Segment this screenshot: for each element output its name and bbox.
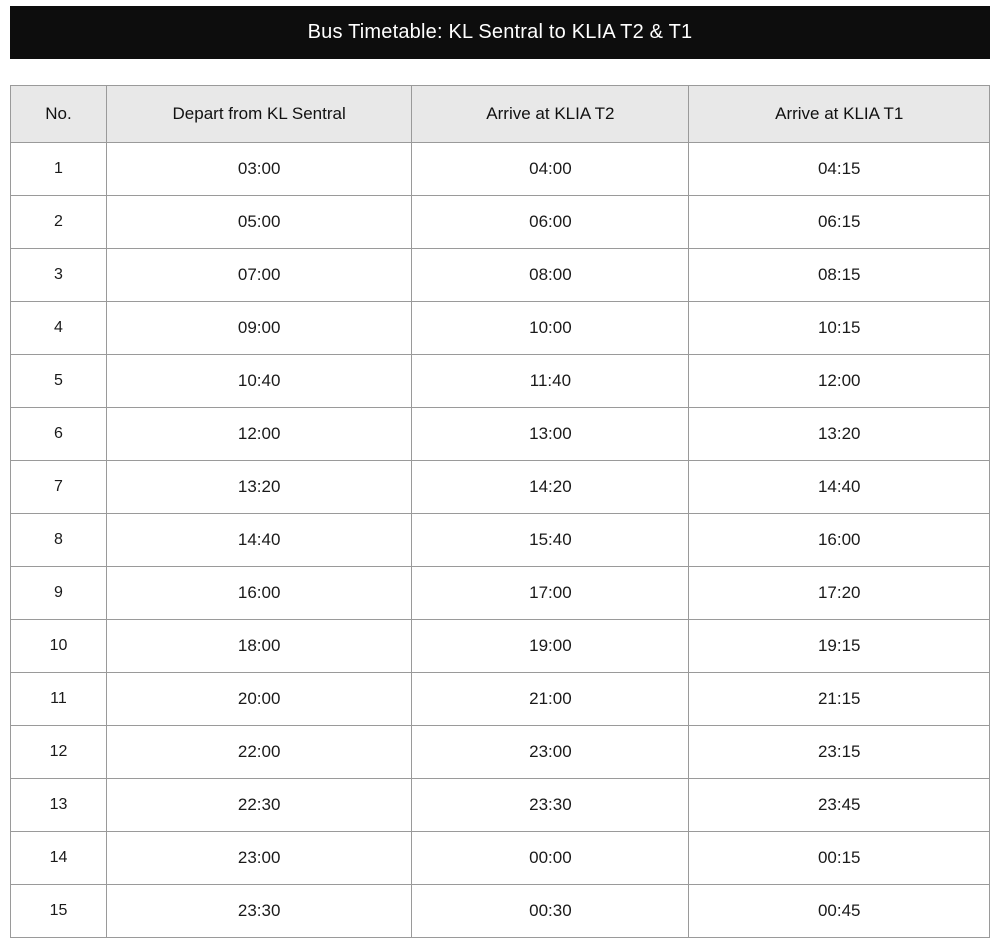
cell-arrive-t1: 06:15 — [689, 196, 990, 249]
cell-arrive-t2: 23:30 — [412, 779, 689, 832]
cell-arrive-t2: 15:40 — [412, 514, 689, 567]
cell-no: 3 — [11, 249, 107, 302]
cell-arrive-t1: 00:45 — [689, 885, 990, 938]
cell-depart: 12:00 — [106, 408, 411, 461]
cell-no: 6 — [11, 408, 107, 461]
cell-depart: 09:00 — [106, 302, 411, 355]
table-header-row — [11, 86, 990, 143]
cell-arrive-t1: 19:15 — [689, 620, 990, 673]
table-row — [11, 355, 990, 408]
table-row — [11, 514, 990, 567]
cell-arrive-t2: 00:00 — [412, 832, 689, 885]
cell-arrive-t1: 21:15 — [689, 673, 990, 726]
cell-depart: 23:00 — [106, 832, 411, 885]
cell-arrive-t1: 08:15 — [689, 249, 990, 302]
cell-arrive-t1: 14:40 — [689, 461, 990, 514]
cell-arrive-t1: 13:20 — [689, 408, 990, 461]
cell-no: 12 — [11, 726, 107, 779]
table-row — [11, 461, 990, 514]
cell-arrive-t2: 19:00 — [412, 620, 689, 673]
table-row — [11, 779, 990, 832]
table-row — [11, 196, 990, 249]
table-row — [11, 143, 990, 196]
cell-no: 4 — [11, 302, 107, 355]
table-body — [11, 143, 990, 938]
table-row — [11, 726, 990, 779]
cell-arrive-t2: 11:40 — [412, 355, 689, 408]
cell-depart: 05:00 — [106, 196, 411, 249]
cell-depart: 16:00 — [106, 567, 411, 620]
cell-arrive-t2: 14:20 — [412, 461, 689, 514]
cell-arrive-t2: 00:30 — [412, 885, 689, 938]
column-header-no: No. — [11, 86, 107, 143]
cell-no: 2 — [11, 196, 107, 249]
cell-arrive-t1: 00:15 — [689, 832, 990, 885]
cell-arrive-t2: 06:00 — [412, 196, 689, 249]
cell-arrive-t1: 16:00 — [689, 514, 990, 567]
table-row — [11, 620, 990, 673]
cell-no: 10 — [11, 620, 107, 673]
table-row — [11, 673, 990, 726]
table-row — [11, 302, 990, 355]
cell-arrive-t2: 08:00 — [412, 249, 689, 302]
cell-depart: 10:40 — [106, 355, 411, 408]
cell-depart: 14:40 — [106, 514, 411, 567]
cell-depart: 20:00 — [106, 673, 411, 726]
cell-depart: 23:30 — [106, 885, 411, 938]
cell-no: 8 — [11, 514, 107, 567]
table-row — [11, 885, 990, 938]
cell-arrive-t2: 21:00 — [412, 673, 689, 726]
cell-arrive-t1: 23:15 — [689, 726, 990, 779]
column-header-arrive-klia-t1: Arrive at KLIA T1 — [689, 86, 990, 143]
column-header-depart-kl-sentral: Depart from KL Sentral — [106, 86, 411, 143]
cell-arrive-t1: 04:15 — [689, 143, 990, 196]
cell-depart: 13:20 — [106, 461, 411, 514]
cell-arrive-t2: 17:00 — [412, 567, 689, 620]
table-header — [11, 86, 990, 143]
bus-timetable — [10, 85, 990, 938]
cell-depart: 07:00 — [106, 249, 411, 302]
cell-arrive-t2: 13:00 — [412, 408, 689, 461]
cell-no: 5 — [11, 355, 107, 408]
cell-arrive-t2: 10:00 — [412, 302, 689, 355]
cell-arrive-t2: 23:00 — [412, 726, 689, 779]
cell-no: 13 — [11, 779, 107, 832]
cell-arrive-t1: 17:20 — [689, 567, 990, 620]
cell-no: 14 — [11, 832, 107, 885]
cell-arrive-t1: 10:15 — [689, 302, 990, 355]
cell-no: 11 — [11, 673, 107, 726]
column-header-arrive-klia-t2: Arrive at KLIA T2 — [412, 86, 689, 143]
timetable-container — [10, 85, 990, 938]
cell-depart: 03:00 — [106, 143, 411, 196]
cell-no: 1 — [11, 143, 107, 196]
table-row — [11, 832, 990, 885]
cell-depart: 18:00 — [106, 620, 411, 673]
cell-arrive-t1: 12:00 — [689, 355, 990, 408]
table-row — [11, 408, 990, 461]
cell-arrive-t2: 04:00 — [412, 143, 689, 196]
cell-no: 15 — [11, 885, 107, 938]
cell-no: 7 — [11, 461, 107, 514]
cell-no: 9 — [11, 567, 107, 620]
page-title: Bus Timetable: KL Sentral to KLIA T2 & T1 — [10, 6, 990, 59]
table-row — [11, 567, 990, 620]
cell-arrive-t1: 23:45 — [689, 779, 990, 832]
cell-depart: 22:30 — [106, 779, 411, 832]
table-row — [11, 249, 990, 302]
cell-depart: 22:00 — [106, 726, 411, 779]
